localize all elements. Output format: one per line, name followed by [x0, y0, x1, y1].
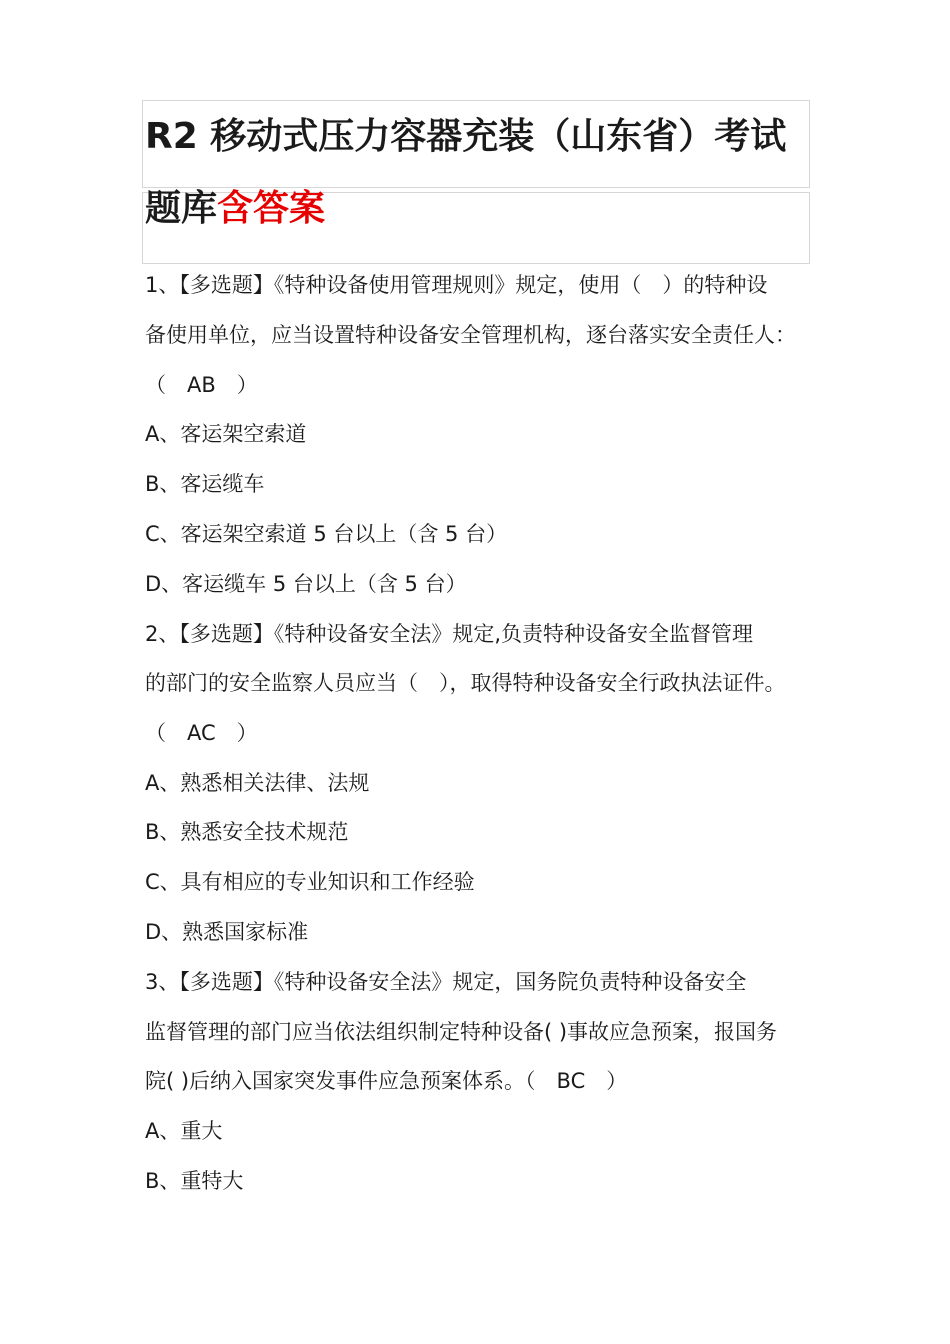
document-title-line-2 [145, 180, 325, 231]
question-2-text-line-2: 的部门的安全监察人员应当（ ），取得特种设备安全行政执法证件。 [145, 671, 786, 695]
question-1-option-b: B、客运缆车 [145, 472, 265, 496]
question-1-text-line-1: 1、【多选题】《特种设备使用管理规则》规定，使用（ ）的特种设 [145, 273, 768, 297]
question-1-option-a: A、客运架空索道 [145, 422, 307, 446]
question-2-option-a: A、熟悉相关法律、法规 [145, 771, 370, 795]
document-title-line-1: R2 移动式压力容器充装（山东省）考试 [145, 116, 787, 157]
question-2-option-b: B、熟悉安全技术规范 [145, 820, 349, 844]
question-3-text-line-1: 3、【多选题】《特种设备安全法》规定，国务院负责特种设备安全 [145, 970, 747, 994]
question-1-option-d: D、客运缆车 5 台以上（含 5 台） [145, 572, 467, 596]
question-3-option-a: A、重大 [145, 1119, 223, 1143]
title-text-red: 含答案 [217, 188, 326, 229]
question-3-option-b: B、重特大 [145, 1169, 244, 1193]
question-2-option-c: C、具有相应的专业知识和工作经验 [145, 870, 475, 894]
question-1-text-line-2: 备使用单位，应当设置特种设备安全管理机构，逐台落实安全责任人： [145, 323, 796, 347]
question-2-text-line-1: 2、【多选题】《特种设备安全法》规定,负责特种设备安全监督管理 [145, 622, 754, 646]
title-text-black: 题库 [145, 188, 218, 229]
question-2-answer: （ AC ） [145, 721, 258, 745]
question-3-text-line-3: 院( )后纳入国家突发事件应急预案体系。（ BC ） [145, 1069, 628, 1093]
question-2-option-d: D、熟悉国家标准 [145, 920, 309, 944]
question-1-answer: （ AB ） [145, 373, 258, 397]
question-3-text-line-2: 监督管理的部门应当依法组织制定特种设备( )事故应急预案，报国务 [145, 1020, 778, 1044]
question-1-option-c: C、客运架空索道 5 台以上（含 5 台） [145, 522, 508, 546]
